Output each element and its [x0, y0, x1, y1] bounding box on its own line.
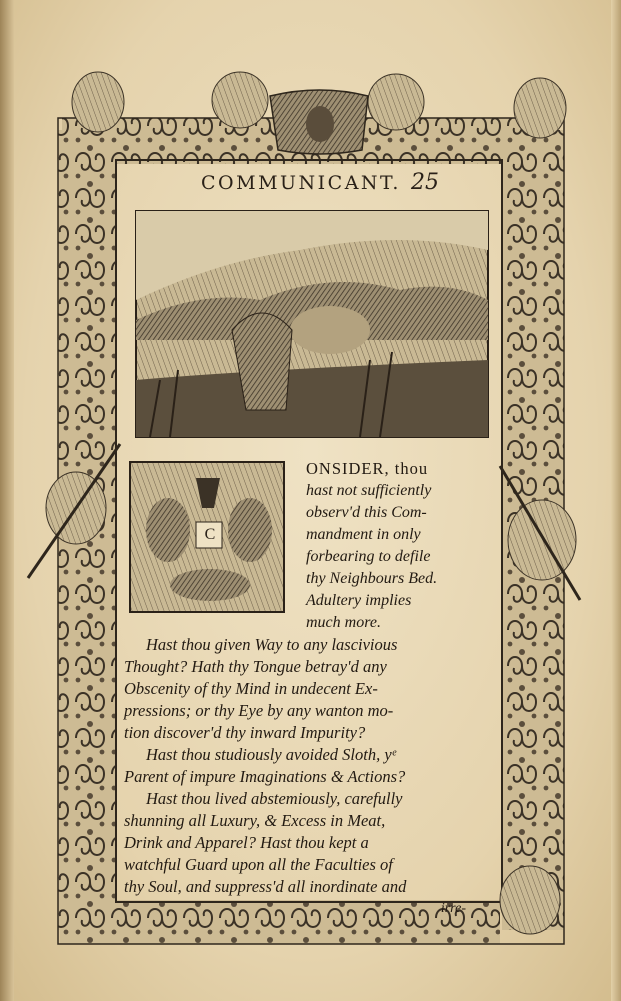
text-line: watchful Guard upon all the Faculties of — [124, 855, 393, 874]
body-text — [124, 458, 504, 920]
text-line: Adultery implies — [306, 592, 412, 609]
text-line: Obscenity of thy Mind in undecent Ex- — [124, 679, 378, 698]
drop-cap: C — [204, 526, 216, 543]
text-line: observ'd this Com- — [306, 504, 427, 521]
page-number: 25 — [410, 170, 439, 195]
running-head — [150, 170, 490, 204]
text-line: ONSIDER, thou — [306, 459, 429, 478]
text-line: Thought? Hath thy Tongue betray'd any — [124, 657, 387, 676]
text-line: thy Neighbours Bed. — [306, 570, 438, 587]
text-line: thy Soul, and suppress'd all inordinate and — [124, 877, 407, 896]
text-line: Hast thou studiously avoided Sloth, yᵉ — [146, 745, 396, 764]
text-line: pressions; or thy Eye by any wanton mo- — [124, 701, 394, 720]
catchword: irre- — [440, 901, 466, 916]
text-line: hast not sufficiently — [306, 482, 432, 499]
text-line: forbearing to defile — [306, 548, 431, 565]
running-head-text: COMMUNICANT. — [201, 172, 401, 194]
text-line: Hast thou lived abstemiously, carefully — [146, 789, 403, 808]
text-line: tion discover'd thy inward Impurity? — [124, 723, 366, 742]
text-line: mandment in only — [306, 526, 421, 543]
text-line: shunning all Luxury, & Excess in Meat, — [124, 811, 386, 830]
text-line: Parent of impure Imaginations & Actions? — [124, 767, 406, 786]
penitent-vignette — [136, 211, 488, 437]
text-line: much more. — [306, 614, 381, 631]
text-line: Drink and Apparel? Hast thou kept a — [124, 833, 369, 852]
text-line: Hast thou given Way to any lascivious — [146, 635, 398, 654]
